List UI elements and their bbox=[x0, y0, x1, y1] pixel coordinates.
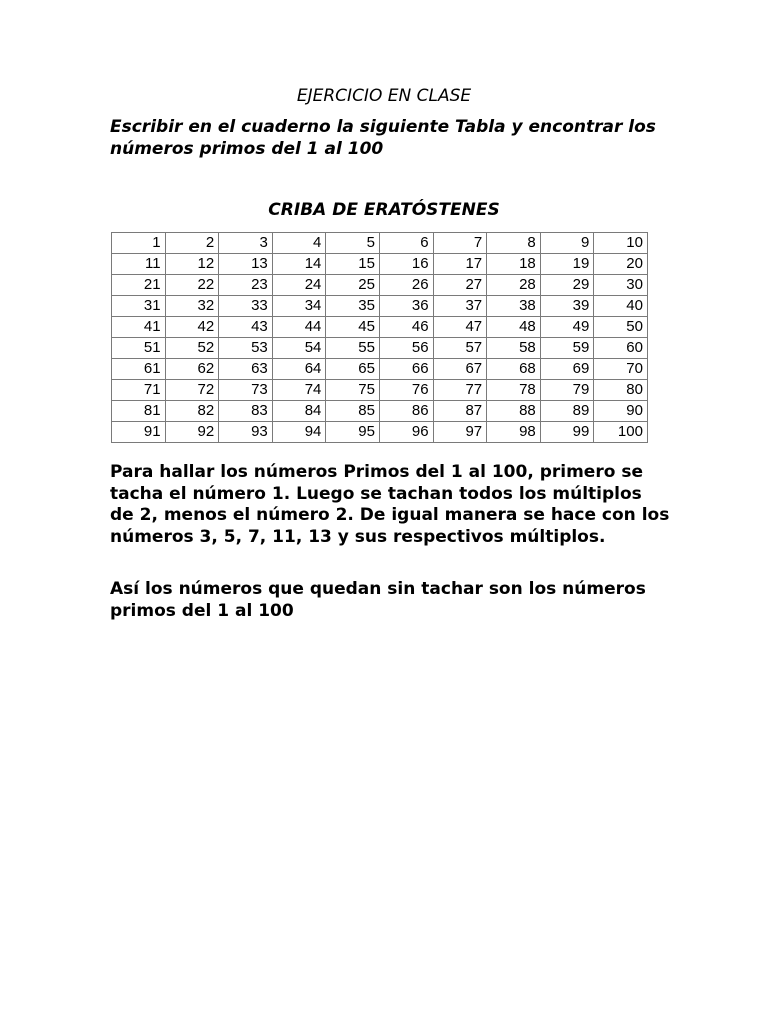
table-cell: 18 bbox=[487, 254, 541, 275]
table-cell: 55 bbox=[326, 338, 380, 359]
table-cell: 82 bbox=[165, 401, 219, 422]
table-cell: 47 bbox=[433, 317, 487, 338]
table-cell: 74 bbox=[272, 380, 326, 401]
table-cell: 36 bbox=[379, 296, 433, 317]
table-cell: 2 bbox=[165, 233, 219, 254]
table-cell: 39 bbox=[540, 296, 594, 317]
table-cell: 63 bbox=[219, 359, 273, 380]
table-row bbox=[112, 380, 648, 401]
table-cell: 59 bbox=[540, 338, 594, 359]
table-cell: 54 bbox=[272, 338, 326, 359]
table-cell: 98 bbox=[487, 422, 541, 443]
table-cell: 40 bbox=[594, 296, 648, 317]
table-cell: 90 bbox=[594, 401, 648, 422]
table-cell: 71 bbox=[112, 380, 166, 401]
table-cell: 53 bbox=[219, 338, 273, 359]
table-cell: 60 bbox=[594, 338, 648, 359]
table-cell: 11 bbox=[112, 254, 166, 275]
table-cell: 81 bbox=[112, 401, 166, 422]
table-row bbox=[112, 296, 648, 317]
table-cell: 100 bbox=[594, 422, 648, 443]
table-cell: 30 bbox=[594, 275, 648, 296]
table-cell: 4 bbox=[272, 233, 326, 254]
table-cell: 99 bbox=[540, 422, 594, 443]
table-cell: 3 bbox=[219, 233, 273, 254]
table-row bbox=[112, 422, 648, 443]
table-cell: 46 bbox=[379, 317, 433, 338]
table-cell: 23 bbox=[219, 275, 273, 296]
table-row bbox=[112, 359, 648, 380]
table-cell: 75 bbox=[326, 380, 380, 401]
table-cell: 66 bbox=[379, 359, 433, 380]
table-cell: 56 bbox=[379, 338, 433, 359]
table-cell: 78 bbox=[487, 380, 541, 401]
table-cell: 97 bbox=[433, 422, 487, 443]
table-cell: 61 bbox=[112, 359, 166, 380]
table-cell: 94 bbox=[272, 422, 326, 443]
table-cell: 12 bbox=[165, 254, 219, 275]
table-cell: 6 bbox=[379, 233, 433, 254]
table-cell: 91 bbox=[112, 422, 166, 443]
table-cell: 67 bbox=[433, 359, 487, 380]
table-cell: 88 bbox=[487, 401, 541, 422]
table-cell: 89 bbox=[540, 401, 594, 422]
table-cell: 5 bbox=[326, 233, 380, 254]
table-cell: 42 bbox=[165, 317, 219, 338]
table-cell: 15 bbox=[326, 254, 380, 275]
table-row bbox=[112, 254, 648, 275]
table-cell: 20 bbox=[594, 254, 648, 275]
table-cell: 43 bbox=[219, 317, 273, 338]
table-cell: 49 bbox=[540, 317, 594, 338]
table-cell: 77 bbox=[433, 380, 487, 401]
table-cell: 76 bbox=[379, 380, 433, 401]
table-cell: 24 bbox=[272, 275, 326, 296]
table-cell: 79 bbox=[540, 380, 594, 401]
table-cell: 41 bbox=[112, 317, 166, 338]
table-cell: 69 bbox=[540, 359, 594, 380]
table-cell: 14 bbox=[272, 254, 326, 275]
table-cell: 48 bbox=[487, 317, 541, 338]
table-cell: 83 bbox=[219, 401, 273, 422]
table-cell: 35 bbox=[326, 296, 380, 317]
table-cell: 16 bbox=[379, 254, 433, 275]
sieve-table bbox=[111, 232, 648, 443]
table-cell: 34 bbox=[272, 296, 326, 317]
table-cell: 80 bbox=[594, 380, 648, 401]
table-cell: 51 bbox=[112, 338, 166, 359]
table-cell: 45 bbox=[326, 317, 380, 338]
table-cell: 52 bbox=[165, 338, 219, 359]
table-cell: 50 bbox=[594, 317, 648, 338]
table-cell: 19 bbox=[540, 254, 594, 275]
table-cell: 13 bbox=[219, 254, 273, 275]
table-row bbox=[112, 233, 648, 254]
table-cell: 25 bbox=[326, 275, 380, 296]
table-cell: 28 bbox=[487, 275, 541, 296]
table-row bbox=[112, 338, 648, 359]
table-cell: 7 bbox=[433, 233, 487, 254]
table-cell: 72 bbox=[165, 380, 219, 401]
table-cell: 31 bbox=[112, 296, 166, 317]
table-cell: 8 bbox=[487, 233, 541, 254]
table-cell: 68 bbox=[487, 359, 541, 380]
conclusion-paragraph: Así los números que quedan sin tachar son los números primos del 1 al 100 bbox=[110, 579, 646, 621]
table-cell: 29 bbox=[540, 275, 594, 296]
table-cell: 85 bbox=[326, 401, 380, 422]
table-cell: 27 bbox=[433, 275, 487, 296]
table-cell: 92 bbox=[165, 422, 219, 443]
table-cell: 62 bbox=[165, 359, 219, 380]
table-cell: 22 bbox=[165, 275, 219, 296]
table-cell: 1 bbox=[112, 233, 166, 254]
table-cell: 93 bbox=[219, 422, 273, 443]
table-title: CRIBA DE ERATÓSTENES bbox=[268, 200, 500, 220]
table-cell: 95 bbox=[326, 422, 380, 443]
table-cell: 96 bbox=[379, 422, 433, 443]
table-cell: 58 bbox=[487, 338, 541, 359]
table-row bbox=[112, 401, 648, 422]
table-cell: 9 bbox=[540, 233, 594, 254]
table-cell: 84 bbox=[272, 401, 326, 422]
table-cell: 26 bbox=[379, 275, 433, 296]
table-cell: 10 bbox=[594, 233, 648, 254]
page-title: EJERCICIO EN CLASE bbox=[296, 86, 472, 106]
table-row bbox=[112, 317, 648, 338]
table-row bbox=[112, 275, 648, 296]
table-cell: 44 bbox=[272, 317, 326, 338]
table-cell: 65 bbox=[326, 359, 380, 380]
table-cell: 33 bbox=[219, 296, 273, 317]
table-cell: 37 bbox=[433, 296, 487, 317]
table-cell: 57 bbox=[433, 338, 487, 359]
table-cell: 38 bbox=[487, 296, 541, 317]
table-cell: 73 bbox=[219, 380, 273, 401]
table-cell: 70 bbox=[594, 359, 648, 380]
table-cell: 32 bbox=[165, 296, 219, 317]
explanation-paragraph: Para hallar los números Primos del 1 al 100, primero se tacha el número 1. Luego se tachan todos los múltiplos de 2, menos el número 2. De igual manera se hace con los números 3, 5, 7, 11, 13 y sus respectivos múltiplos. bbox=[110, 462, 670, 547]
table-cell: 87 bbox=[433, 401, 487, 422]
table-cell: 86 bbox=[379, 401, 433, 422]
table-cell: 17 bbox=[433, 254, 487, 275]
instruction-text: Escribir en el cuaderno la siguiente Tabla y encontrar los números primos del 1 al 100 bbox=[110, 117, 656, 159]
table-cell: 21 bbox=[112, 275, 166, 296]
table-cell: 64 bbox=[272, 359, 326, 380]
